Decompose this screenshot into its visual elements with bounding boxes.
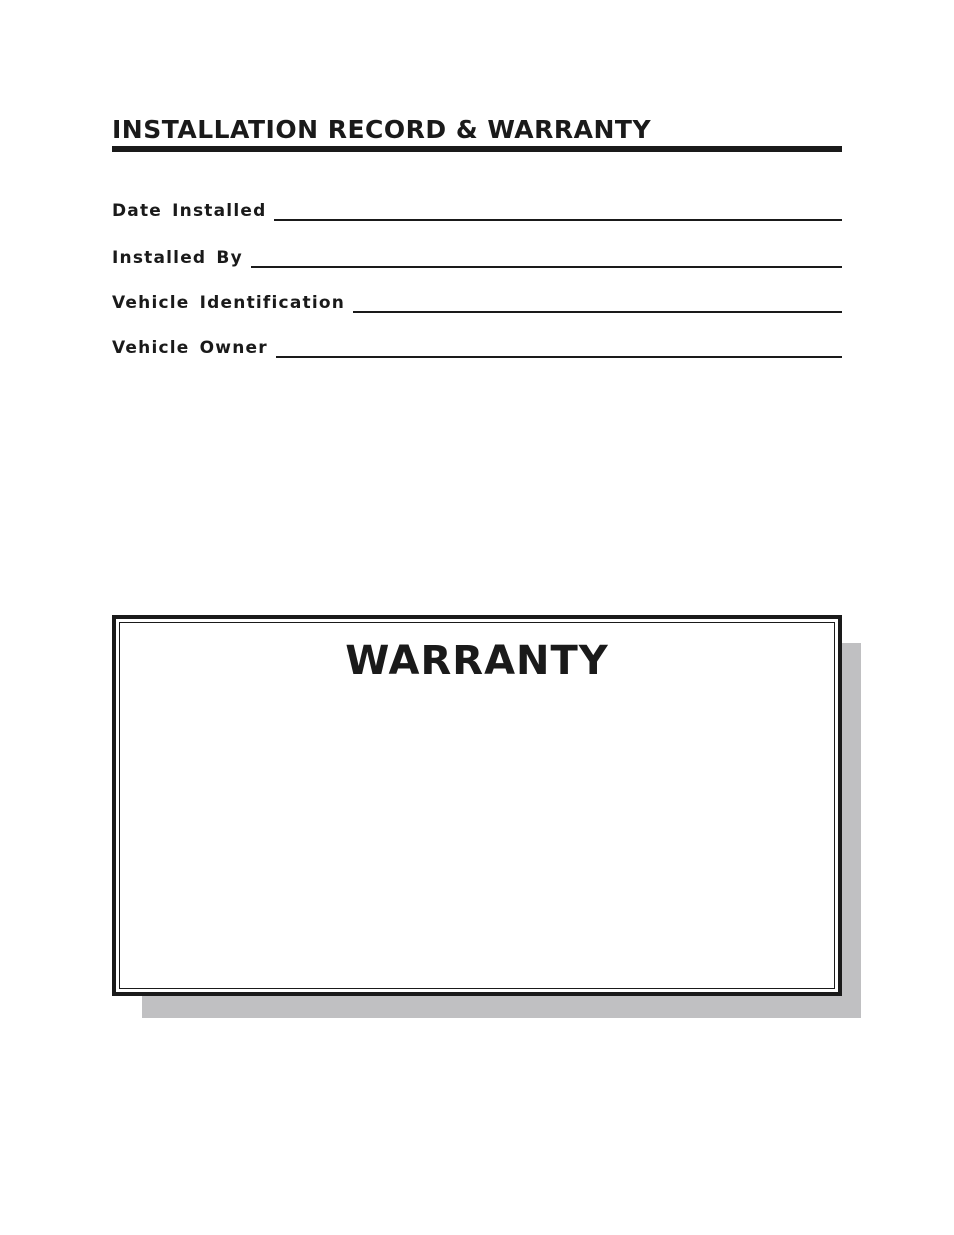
- date-installed-field[interactable]: [112, 196, 842, 222]
- vehicle-owner-line[interactable]: [276, 356, 842, 358]
- title-underline: [112, 146, 842, 152]
- installed-by-field[interactable]: [112, 243, 842, 269]
- vehicle-identification-label: Vehicle Identification: [112, 293, 346, 313]
- vehicle-identification-field[interactable]: [112, 288, 842, 314]
- vehicle-owner-field[interactable]: [112, 333, 842, 359]
- date-installed-line[interactable]: [274, 219, 842, 221]
- page-title: INSTALLATION RECORD & WARRANTY: [112, 115, 652, 144]
- warranty-inner-border: [119, 622, 835, 989]
- installed-by-line[interactable]: [251, 266, 842, 268]
- vehicle-owner-label: Vehicle Owner: [112, 338, 268, 358]
- warranty-box: [112, 615, 842, 996]
- installed-by-label: Installed By: [112, 248, 243, 268]
- warranty-title: WARRANTY: [345, 638, 609, 684]
- vehicle-identification-line[interactable]: [353, 311, 842, 313]
- date-installed-label: Date Installed: [112, 201, 267, 221]
